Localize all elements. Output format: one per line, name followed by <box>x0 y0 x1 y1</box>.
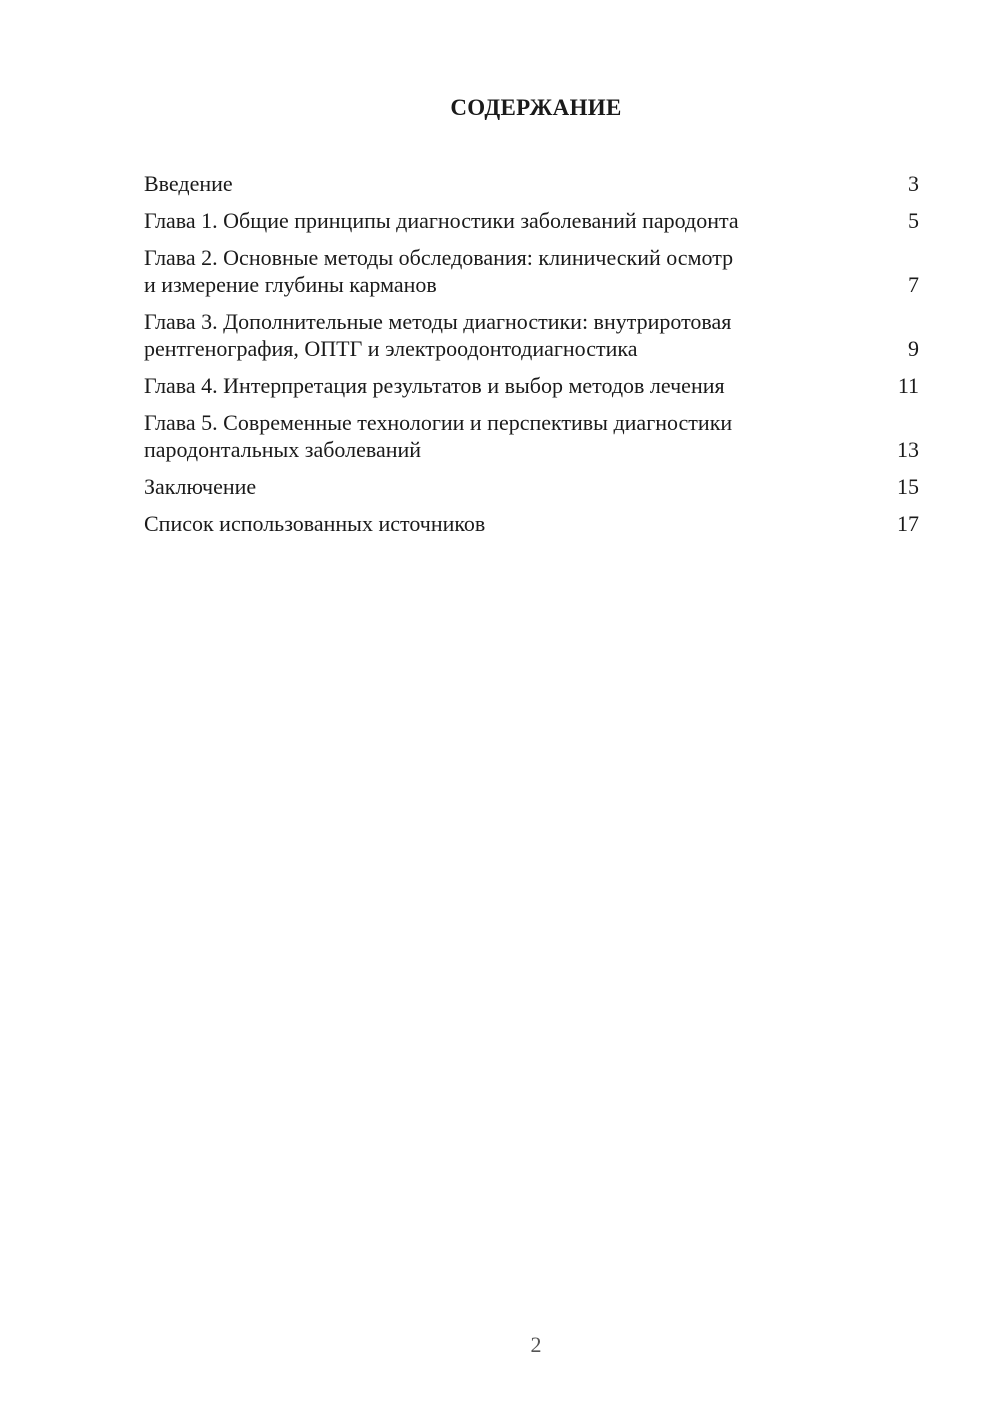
toc-entry-text <box>144 244 908 298</box>
toc-page-number: 17 <box>897 511 919 536</box>
toc-entry-line: Глава 5. Современные технологии и перспективы диагностики <box>144 410 733 435</box>
toc-entry-text <box>144 372 898 399</box>
toc-entry-introduction <box>144 170 919 197</box>
toc-entry-chapter-5 <box>144 409 919 463</box>
toc-page-number: 15 <box>897 474 919 499</box>
toc-entry-text <box>144 473 897 500</box>
toc-entry-references <box>144 510 919 537</box>
toc-entry-line: Список использованных источников <box>144 511 486 536</box>
toc-entry-text <box>144 510 897 537</box>
toc-page-number: 7 <box>908 272 919 297</box>
toc-entry-line: Глава 4. Интерпретация результатов и выбор методов лечения <box>144 373 725 398</box>
toc-entry-line: Введение <box>144 171 233 196</box>
toc-entry-conclusion <box>144 473 919 500</box>
toc-entry-chapter-4 <box>144 372 919 399</box>
toc-entry-line: Заключение <box>144 474 257 499</box>
toc-page-number: 9 <box>908 336 919 361</box>
toc-entry-text <box>144 308 908 362</box>
toc-entry-line: Глава 1. Общие принципы диагностики заболеваний пародонта <box>144 208 739 233</box>
toc-entry-chapter-1 <box>144 207 919 234</box>
toc-entry-line: и измерение глубины карманов <box>144 272 437 297</box>
toc-page-number: 13 <box>897 437 919 462</box>
toc-entry-line: пародонтальных заболеваний <box>144 437 422 462</box>
toc-page-number: 5 <box>908 208 919 233</box>
toc-entry-chapter-3 <box>144 308 919 362</box>
toc-entry-chapter-2 <box>144 244 919 298</box>
toc-entry-text <box>144 207 908 234</box>
toc-page-number: 11 <box>897 373 919 398</box>
toc-entry-line: рентгенография, ОПТГ и электроодонтодиагностика <box>144 336 638 361</box>
toc-entry-line: Глава 3. Дополнительные методы диагностики: внутриротовая <box>144 309 732 334</box>
toc-entry-text <box>144 170 908 197</box>
toc-entry-line: Глава 2. Основные методы обследования: клинический осмотр <box>144 245 734 270</box>
toc-entry-text <box>144 409 897 463</box>
toc-page-number: 3 <box>908 171 919 196</box>
table-of-contents <box>144 170 919 547</box>
toc-heading: СОДЕРЖАНИЕ <box>450 95 622 120</box>
page-footer-number: 2 <box>530 1332 542 1357</box>
